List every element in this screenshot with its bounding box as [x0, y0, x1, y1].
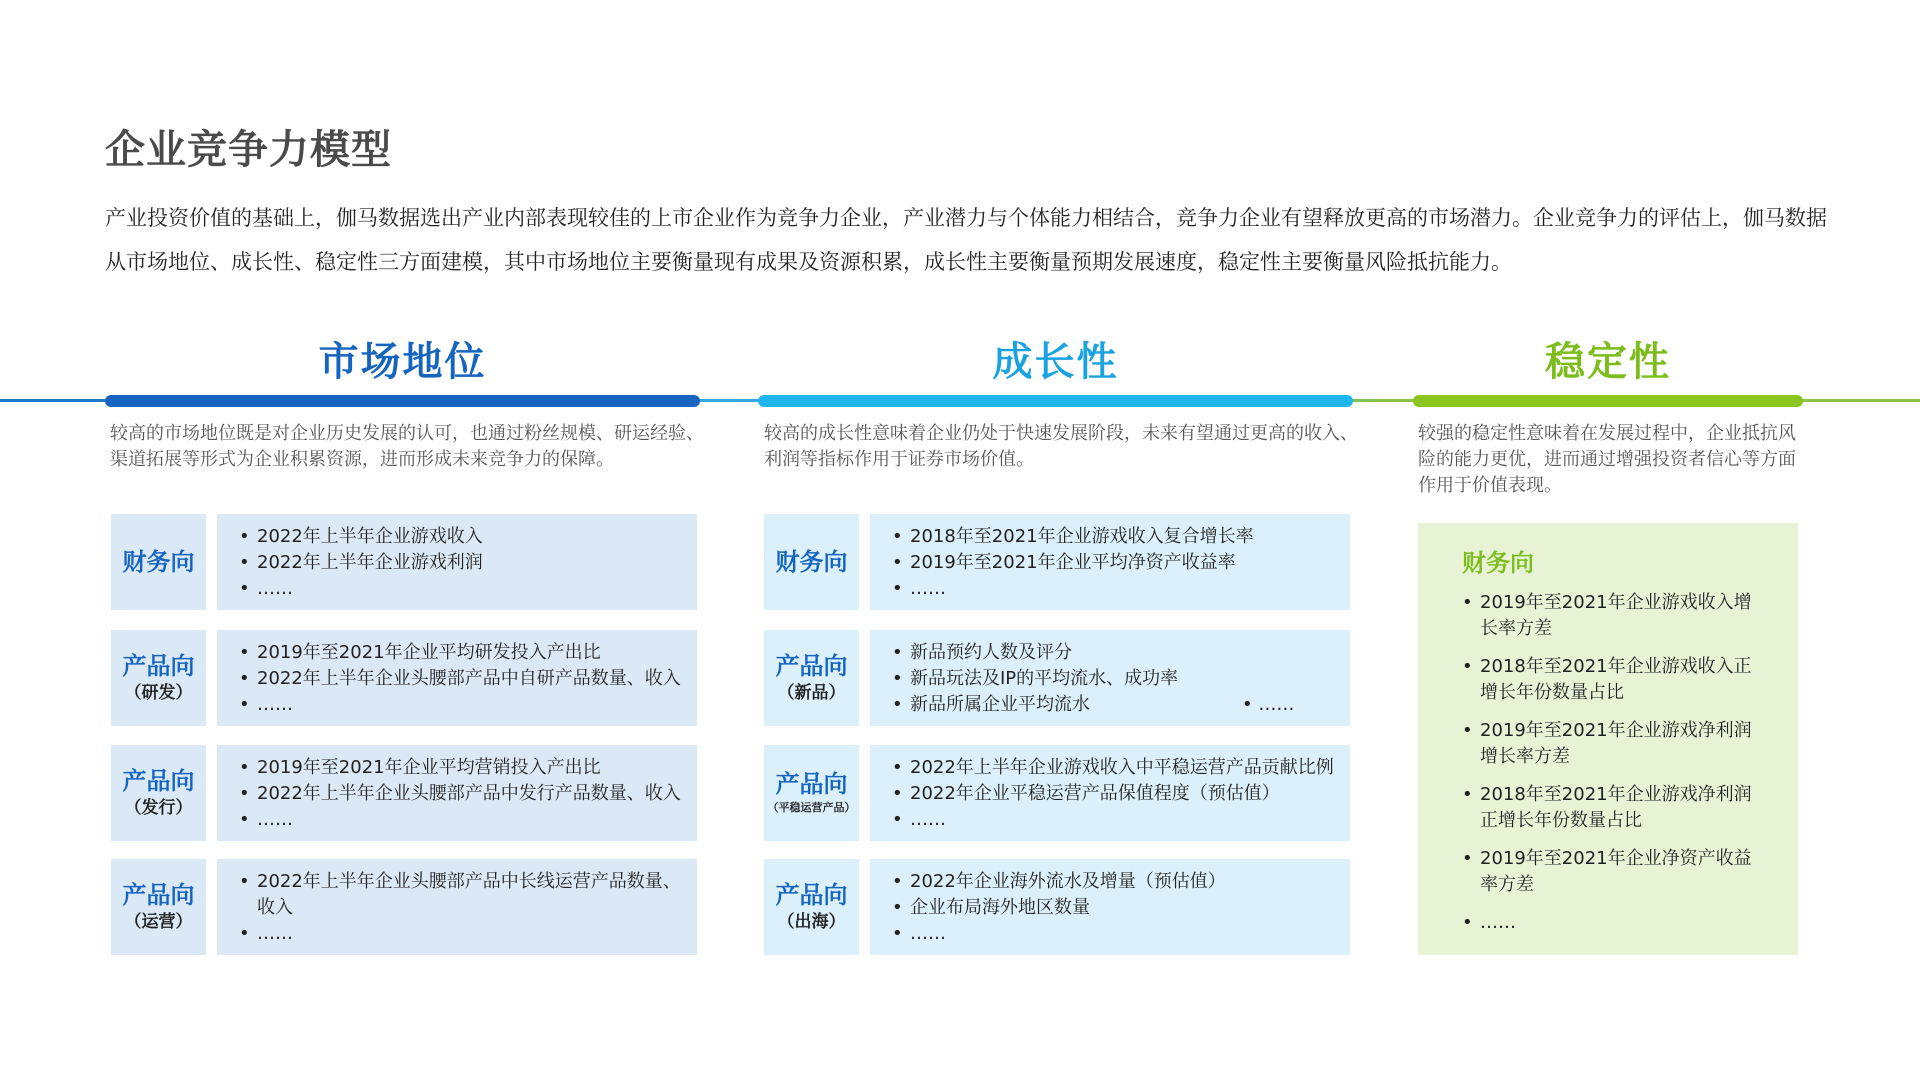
growth-bar [758, 395, 1353, 407]
row-tag-main: 产品向 [122, 881, 195, 909]
list-item: • 2018年至2021年企业游戏净利润正增长年份数量占比 [1462, 782, 1768, 834]
row-tag [111, 630, 206, 726]
row-tag-main: 产品向 [775, 881, 848, 909]
list-item: • 新品玩法及IP的平均流水、成功率 [892, 666, 1336, 692]
row-tag [764, 514, 859, 610]
list-item: • 2022年上半年企业游戏收入 [239, 524, 683, 550]
row-tag-sub: （出海） [777, 912, 846, 932]
list-item: • …… [892, 576, 1336, 602]
list-item: • 2018年至2021年企业游戏收入正增长年份数量占比 [1462, 654, 1768, 706]
row-box [870, 514, 1350, 610]
list-item: • 2019年至2021年企业净资产收益率方差 [1462, 846, 1768, 898]
list-item: • 2022年上半年企业游戏利润 [239, 550, 683, 576]
list-item: • …… [239, 692, 683, 718]
row-tag-sub: （运营） [124, 912, 193, 932]
row-tag-sub: （新品） [777, 683, 846, 703]
column-title-growth: 成长性 [992, 339, 1119, 385]
row-tag [764, 745, 859, 841]
row-tag-main: 产品向 [775, 652, 848, 680]
row-box [870, 859, 1350, 955]
row-tag [111, 859, 206, 955]
market-position-bar [105, 395, 700, 407]
row-tag [111, 745, 206, 841]
list-item: • …… [1462, 910, 1768, 936]
row-tag-sub: （发行） [124, 798, 193, 818]
column-desc-stability: 较强的稳定性意味着在发展过程中，企业抵抗风险的能力更优，进而通过增强投资者信心等方面作用于价值表现。 [1418, 423, 1796, 496]
list-item: • 2022年上半年企业头腰部产品中长线运营产品数量、收入 [239, 869, 683, 921]
row-box [870, 630, 1350, 726]
list-item: • 2022年企业平稳运营产品保值程度（预估值） [892, 781, 1336, 807]
list-item-extra-text: …… [1258, 694, 1295, 715]
column-title-stability: 稳定性 [1545, 339, 1671, 385]
row-tag-main: 产品向 [122, 652, 195, 680]
list-item: • 2022年上半年企业头腰部产品中自研产品数量、收入 [239, 666, 683, 692]
list-item: • 2018年至2021年企业游戏收入复合增长率 [892, 524, 1336, 550]
row-tag-sub: （研发） [124, 683, 193, 703]
intro-paragraph: 产业投资价值的基础上，伽马数据选出产业内部表现较佳的上市企业作为竞争力企业，产业潜力与个体能力相结合，竞争力企业有望释放更高的市场潜力。企业竞争力的评估上，伽马数据从市场地位、成长性、稳定性三方面建模，其中市场地位主要衡量现有成果及资源积累，成长性主要衡量预期发展速度，稳定性主要衡量风险抵抗能力。 [105, 206, 1827, 274]
row-tag-main: 财务向 [775, 548, 848, 576]
stability-panel [1418, 523, 1798, 955]
column-desc-growth: 较高的成长性意味着企业仍处于快速发展阶段，未来有望通过更高的收入、利润等指标作用于证券市场价值。 [764, 423, 1358, 470]
list-item-extra: • …… [1242, 694, 1295, 715]
list-item: • 2019年至2021年企业平均研发投入产出比 [239, 640, 683, 666]
row-box [217, 745, 697, 841]
list-item: • 2019年至2021年企业平均净资产收益率 [892, 550, 1336, 576]
list-item: • 2022年企业海外流水及增量（预估值） [892, 869, 1336, 895]
stability-panel-heading: 财务向 [1462, 549, 1534, 577]
list-item: • 2019年至2021年企业游戏收入增长率方差 [1462, 590, 1768, 642]
list-item: • …… [239, 576, 683, 602]
column-desc-market-position: 较高的市场地位既是对企业历史发展的认可，也通过粉丝规模、研运经验、渠道拓展等形式为企业积累资源，进而形成未来竞争力的保障。 [110, 423, 704, 470]
list-item: • 新品预约人数及评分 [892, 640, 1336, 666]
list-item: • 企业布局海外地区数量 [892, 895, 1336, 921]
row-box [217, 859, 697, 955]
list-item [892, 692, 1336, 718]
list-item: • …… [239, 807, 683, 833]
row-tag-main: 财务向 [122, 548, 195, 576]
row-box [870, 745, 1350, 841]
list-item: • 2022年上半年企业游戏收入中平稳运营产品贡献比例 [892, 755, 1336, 781]
list-item: • 2019年至2021年企业平均营销投入产出比 [239, 755, 683, 781]
row-tag-sub: （平稳运营产品） [767, 801, 856, 814]
row-tag-main: 产品向 [122, 767, 195, 795]
row-tag [111, 514, 206, 610]
row-box [217, 514, 697, 610]
list-item: • …… [892, 807, 1336, 833]
row-box [217, 630, 697, 726]
list-item: • …… [892, 921, 1336, 947]
list-item: • 2022年上半年企业头腰部产品中发行产品数量、收入 [239, 781, 683, 807]
list-item-text: 新品所属企业平均流水 [910, 694, 1090, 715]
row-tag [764, 859, 859, 955]
row-tag [764, 630, 859, 726]
column-title-market-position: 市场地位 [318, 339, 487, 385]
page-title: 企业竞争力模型 [105, 127, 392, 173]
list-item: • …… [239, 921, 683, 947]
list-item: • 2019年至2021年企业游戏净利润增长率方差 [1462, 718, 1768, 770]
stability-bar [1413, 395, 1803, 407]
row-tag-main: 产品向 [775, 770, 848, 798]
